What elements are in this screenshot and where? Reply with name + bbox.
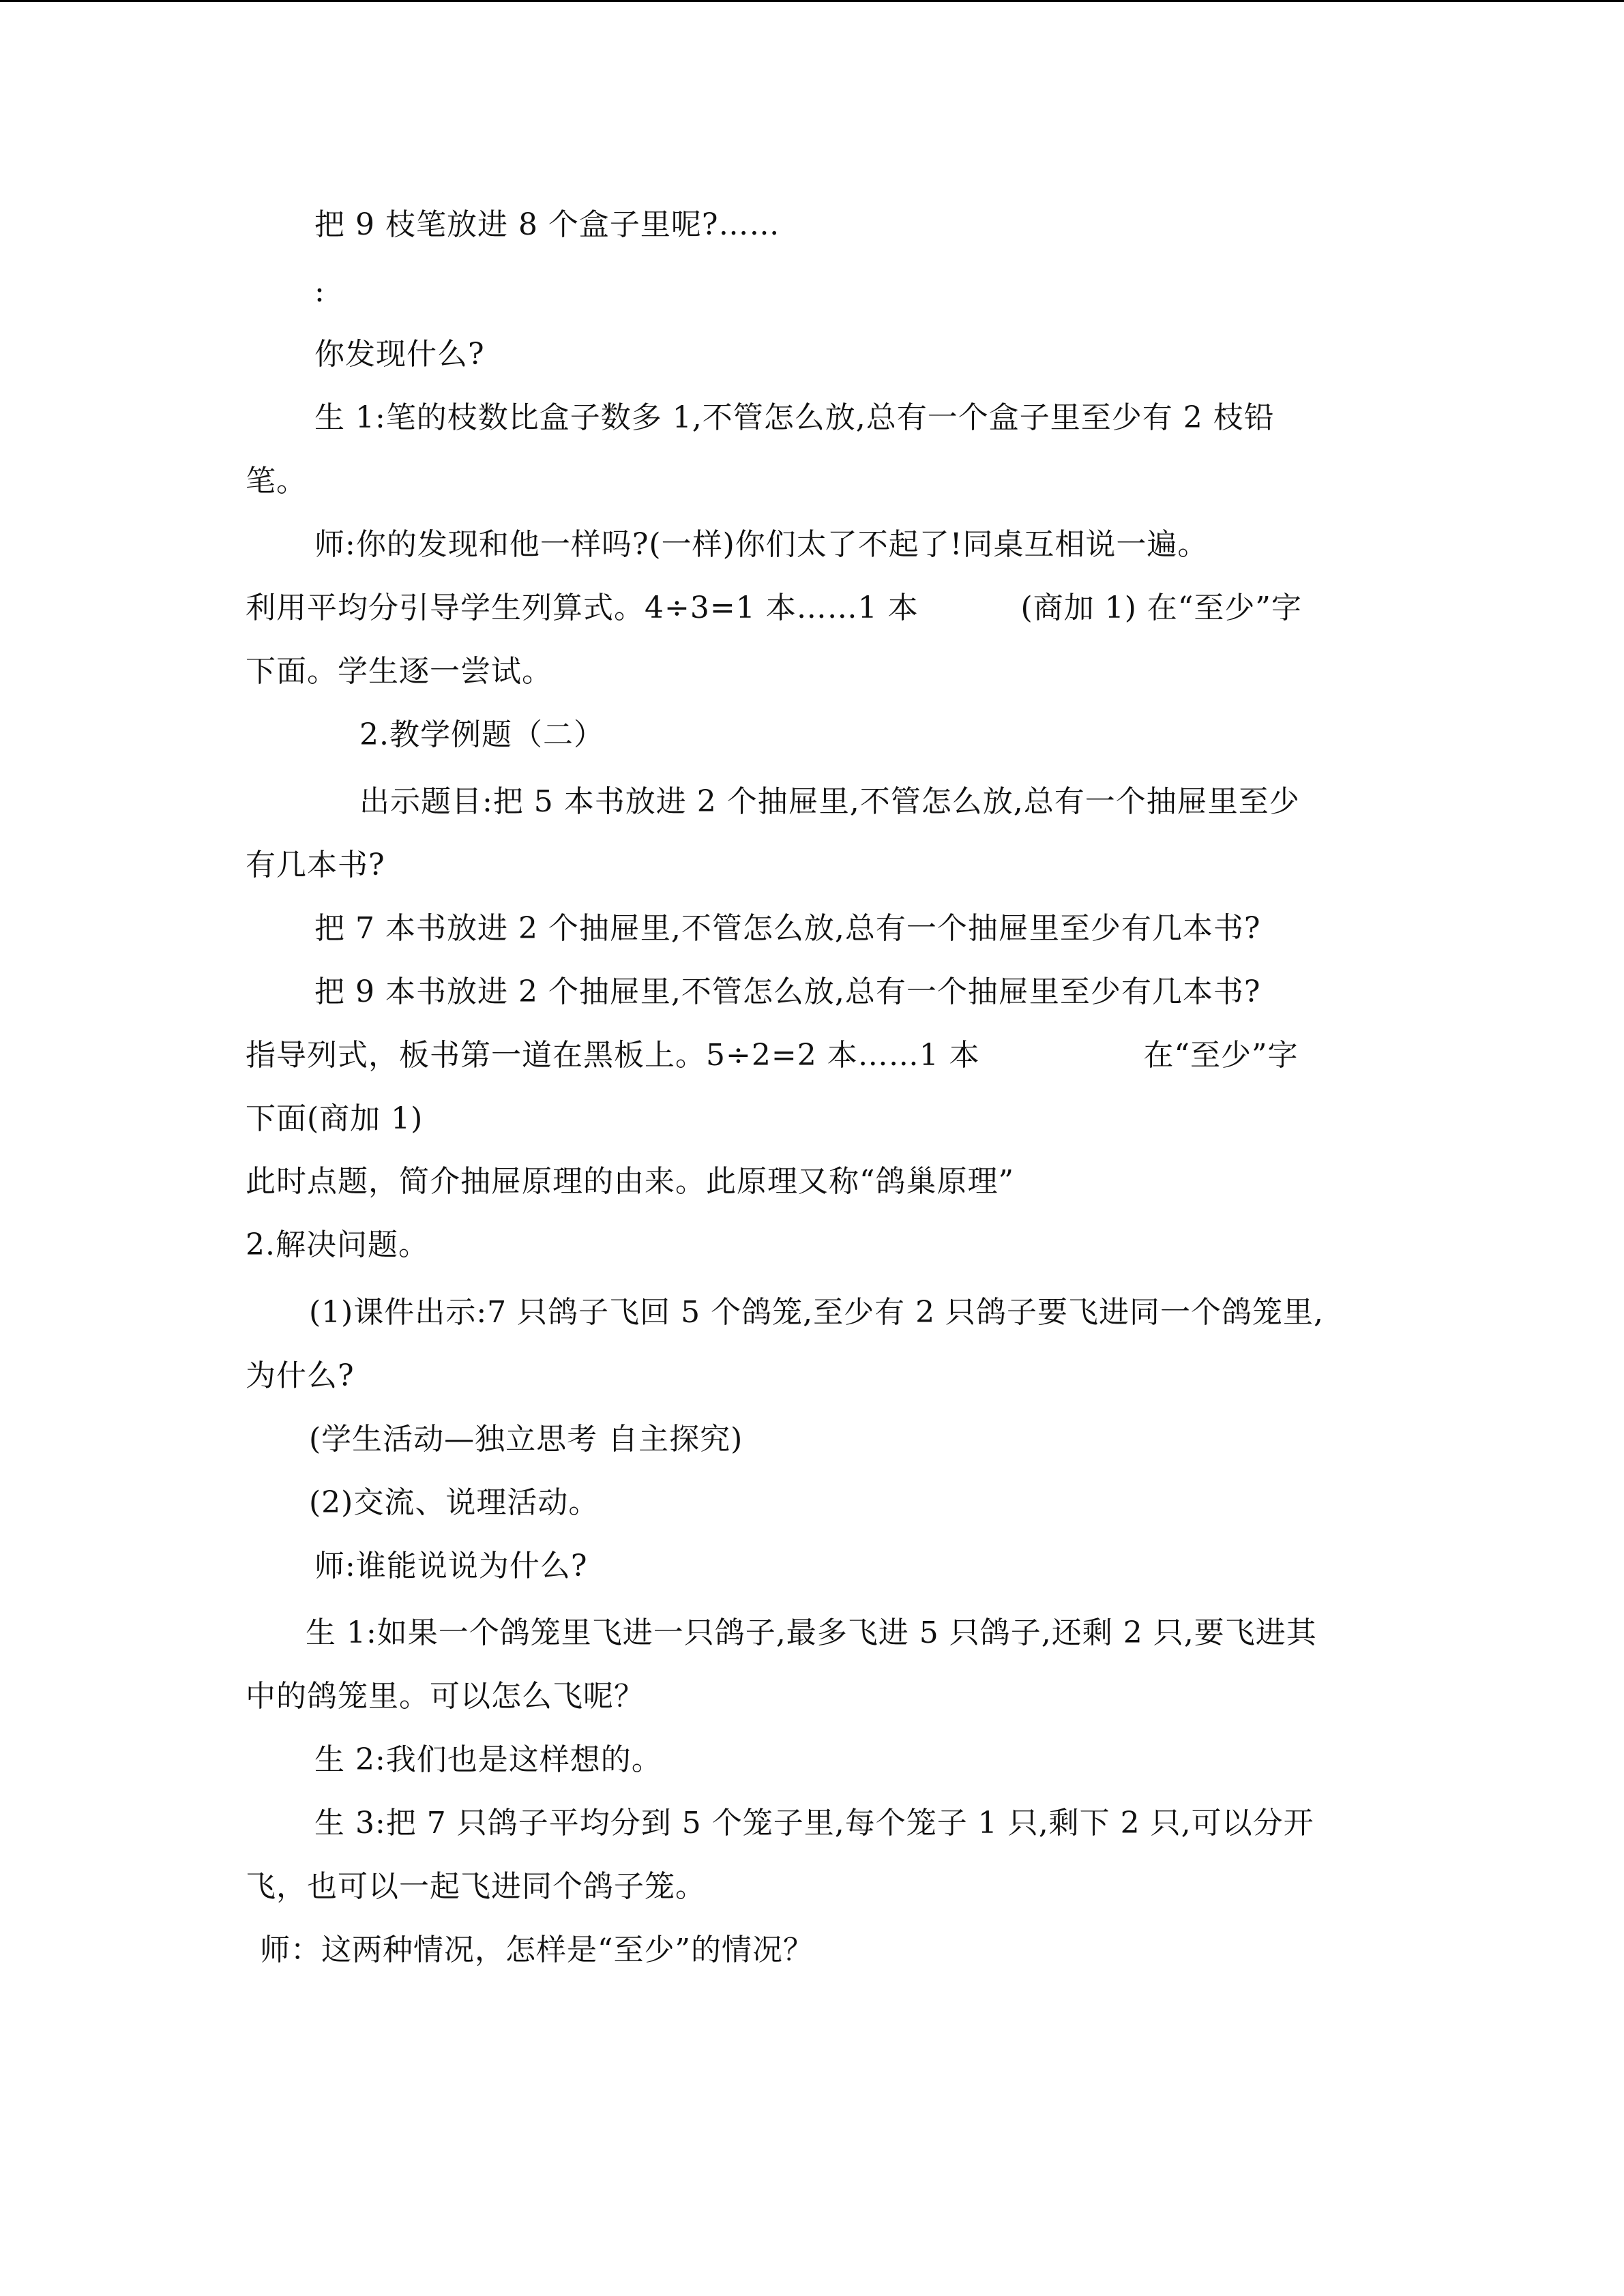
paragraph-line: 把 9 本书放进 2 个抽屉里,不管怎么放,总有一个抽屉里至少有几本书?: [314, 974, 1261, 1009]
paragraph-line: 把 7 本书放进 2 个抽屉里,不管怎么放,总有一个抽屉里至少有几本书?: [314, 911, 1261, 946]
paragraph-line: 师：这两种情况，怎样是“至少”的情况？: [260, 1933, 814, 1967]
paragraph-line: 师:你的发现和他一样吗?(一样)你们太了不起了!同桌互相说一遍。: [314, 527, 1209, 562]
paragraph-line: 利用平均分引导学生列算式。4÷3=1 本……1 本 (商加 1) 在“至少”字: [246, 591, 1302, 625]
paragraph-line: :: [314, 274, 325, 309]
paragraph-line: 下面(商加 1): [246, 1101, 424, 1136]
paragraph-line: 生 1:笔的枝数比盒子数多 1,不管怎么放,总有一个盒子里至少有 2 枝铅: [314, 400, 1275, 435]
paragraph-line: 下面。学生逐一尝试。: [246, 654, 552, 689]
paragraph-line: (学生活动—独立思考 自主探究): [309, 1422, 743, 1457]
paragraph-line: 此时点题，简介抽屉原理的由来。此原理又称“鸽巢原理”: [246, 1164, 1014, 1199]
paragraph-line: 有几本书?: [246, 848, 385, 882]
paragraph-line: 飞，也可以一起飞进同个鸽子笼。: [246, 1869, 706, 1904]
paragraph-line: 笔。: [246, 464, 307, 498]
paragraph-line: 师:谁能说说为什么?: [314, 1549, 588, 1583]
paragraph-line: 生 1:如果一个鸽笼里飞进一只鸽子,最多飞进 5 只鸽子,还剩 2 只,要飞进其: [306, 1615, 1317, 1650]
paragraph-line: 出示题目:把 5 本书放进 2 个抽屉里,不管怎么放,总有一个抽屉里至少: [359, 784, 1300, 819]
paragraph-line: (1)课件出示:7 只鸽子飞回 5 个鸽笼,至少有 2 只鸽子要飞进同一个鸽笼里,: [309, 1295, 1325, 1330]
paragraph-line: 你发现什么?: [314, 337, 485, 372]
paragraph-line: 为什么?: [246, 1358, 355, 1393]
paragraph-line: 生 2:我们也是这样想的。: [314, 1742, 662, 1777]
section-heading: 2.教学例题（二）: [359, 717, 604, 752]
paragraph-line: 中的鸽笼里。可以怎么飞呢？: [246, 1679, 645, 1714]
paragraph-line: (2)交流、说理活动。: [309, 1485, 600, 1520]
paragraph-line: 生 3:把 7 只鸽子平均分到 5 个笼子里,每个笼子 1 只,剩下 2 只,可以分开: [314, 1806, 1314, 1840]
paragraph-line: 指导列式，板书第一道在黑板上。5÷2=2 本……1 本 在“至少”字: [246, 1038, 1299, 1073]
page-top-border: [0, 0, 1624, 2]
paragraph-line: 把 9 枝笔放进 8 个盒子里呢?……: [314, 207, 780, 242]
section-heading: 2.解决问题。: [246, 1227, 429, 1262]
